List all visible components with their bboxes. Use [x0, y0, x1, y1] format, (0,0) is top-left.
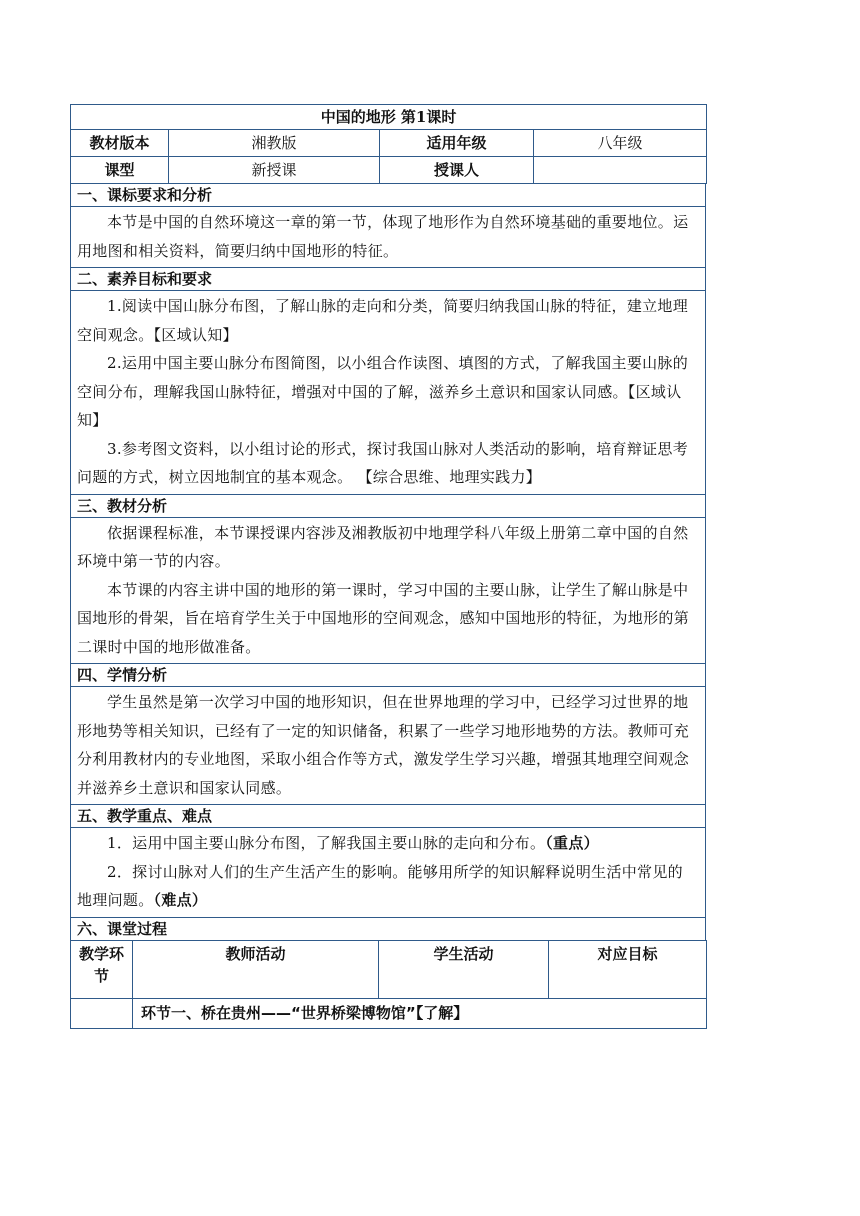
value-type: 新授课: [169, 157, 380, 184]
section-2-title: 二、素养目标和要求: [71, 268, 706, 291]
label-teacher: 授课人: [380, 157, 534, 184]
section-2-body: [71, 291, 706, 495]
row-1-stage: [71, 998, 133, 1028]
col-stage: 教学环节: [71, 940, 133, 998]
section-3-paragraph-2: 本节课的内容主讲中国的地形的第一课时，学习中国的主要山脉，让学生了解山脉是中国地形的骨架，旨在培育学生关于中国地形的空间观念，感知中国地形的特征，为地形的第二课时中国的地形做准备。: [77, 580, 690, 656]
header-row-2: [71, 157, 707, 184]
section-2-paragraph-3: 3.参考图文资料，以小组讨论的形式，探讨我国山脉对人类活动的影响，培育辩证思考问题的方式，树立因地制宜的基本观念。 【综合思维、地理实践力】: [77, 439, 689, 486]
section-4-title: 四、学情分析: [71, 664, 706, 687]
section-3-paragraph-1: 依据课程标准，本节课授课内容涉及湘教版初中地理学科八年级上册第二章中国的自然环境中第一节的内容。: [77, 523, 689, 570]
process-table: [70, 940, 707, 1029]
section-1-title: 一、课标要求和分析: [71, 184, 706, 207]
lesson-header-table: [70, 104, 707, 184]
title-row: [71, 105, 707, 130]
section-1-paragraph: 本节是中国的自然环境这一章的第一节，体现了地形作为自然环境基础的重要地位。运用地图和相关资料，简要归纳中国地形的特征。: [77, 213, 689, 260]
col-student-activity: 学生活动: [379, 940, 549, 998]
section-4-paragraph: 学生虽然是第一次学习中国的地形知识，但在世界地理的学习中，已经学习过世界的地形地势等相关知识，已经有了一定的知识储备，积累了一些学习地形地势的方法。教师可充分利用教材内的专业地图，采取小组合作等方式，激发学生学习兴趣，增强其地理空间观念并滋养乡土意识和国家认同感。: [77, 693, 690, 797]
section-6-title: 六、课堂过程: [71, 917, 706, 940]
col-teacher-activity: 教师活动: [133, 940, 379, 998]
process-row-1: [71, 998, 707, 1028]
difficult-point-text: 2．探讨山脉对人们的生产生活产生的影响。能够用所学的知识解释说明生活中常见的地理问题。: [77, 862, 683, 909]
col-goal: 对应目标: [549, 940, 707, 998]
key-point-text: 1．运用中国主要山脉分布图，了解我国主要山脉的走向和分布。: [107, 834, 546, 852]
value-teacher: [534, 157, 707, 184]
section-3-body: [71, 517, 706, 664]
label-textbook: 教材版本: [71, 130, 169, 157]
section-3-title: 三、教材分析: [71, 494, 706, 517]
lesson-title: 中国的地形 第1课时: [71, 105, 707, 130]
section-1-body: [71, 207, 706, 268]
section-5-paragraph-2: [77, 858, 697, 915]
label-grade: 适用年级: [380, 130, 534, 157]
section-5-body: [71, 828, 706, 918]
sections-table: [70, 183, 706, 941]
section-4-body: [71, 687, 706, 805]
section-5-title: 五、教学重点、难点: [71, 805, 706, 828]
header-row-1: [71, 130, 707, 157]
label-type: 课型: [71, 157, 169, 184]
row-1-title: 环节一、桥在贵州——“世界桥梁博物馆”【了解】: [133, 998, 707, 1028]
section-2-paragraph-2: 2.运用中国主要山脉分布图简图，以小组合作读图、填图的方式，了解我国主要山脉的空间分布，理解我国山脉特征，增强对中国的了解，滋养乡土意识和国家认同感。【区域认知】: [77, 354, 689, 429]
lesson-plan: [70, 104, 706, 1029]
value-grade: 八年级: [534, 130, 707, 157]
section-5-paragraph-1: [77, 829, 697, 858]
process-header-row: [71, 940, 707, 998]
section-2-paragraph-1: 1.阅读中国山脉分布图，了解山脉的走向和分类，简要归纳我国山脉的特征，建立地理空间观念。【区域认知】: [77, 297, 689, 344]
key-point-tag: （重点）: [545, 834, 599, 852]
difficult-point-tag: （难点）: [153, 891, 208, 909]
value-textbook: 湘教版: [169, 130, 380, 157]
